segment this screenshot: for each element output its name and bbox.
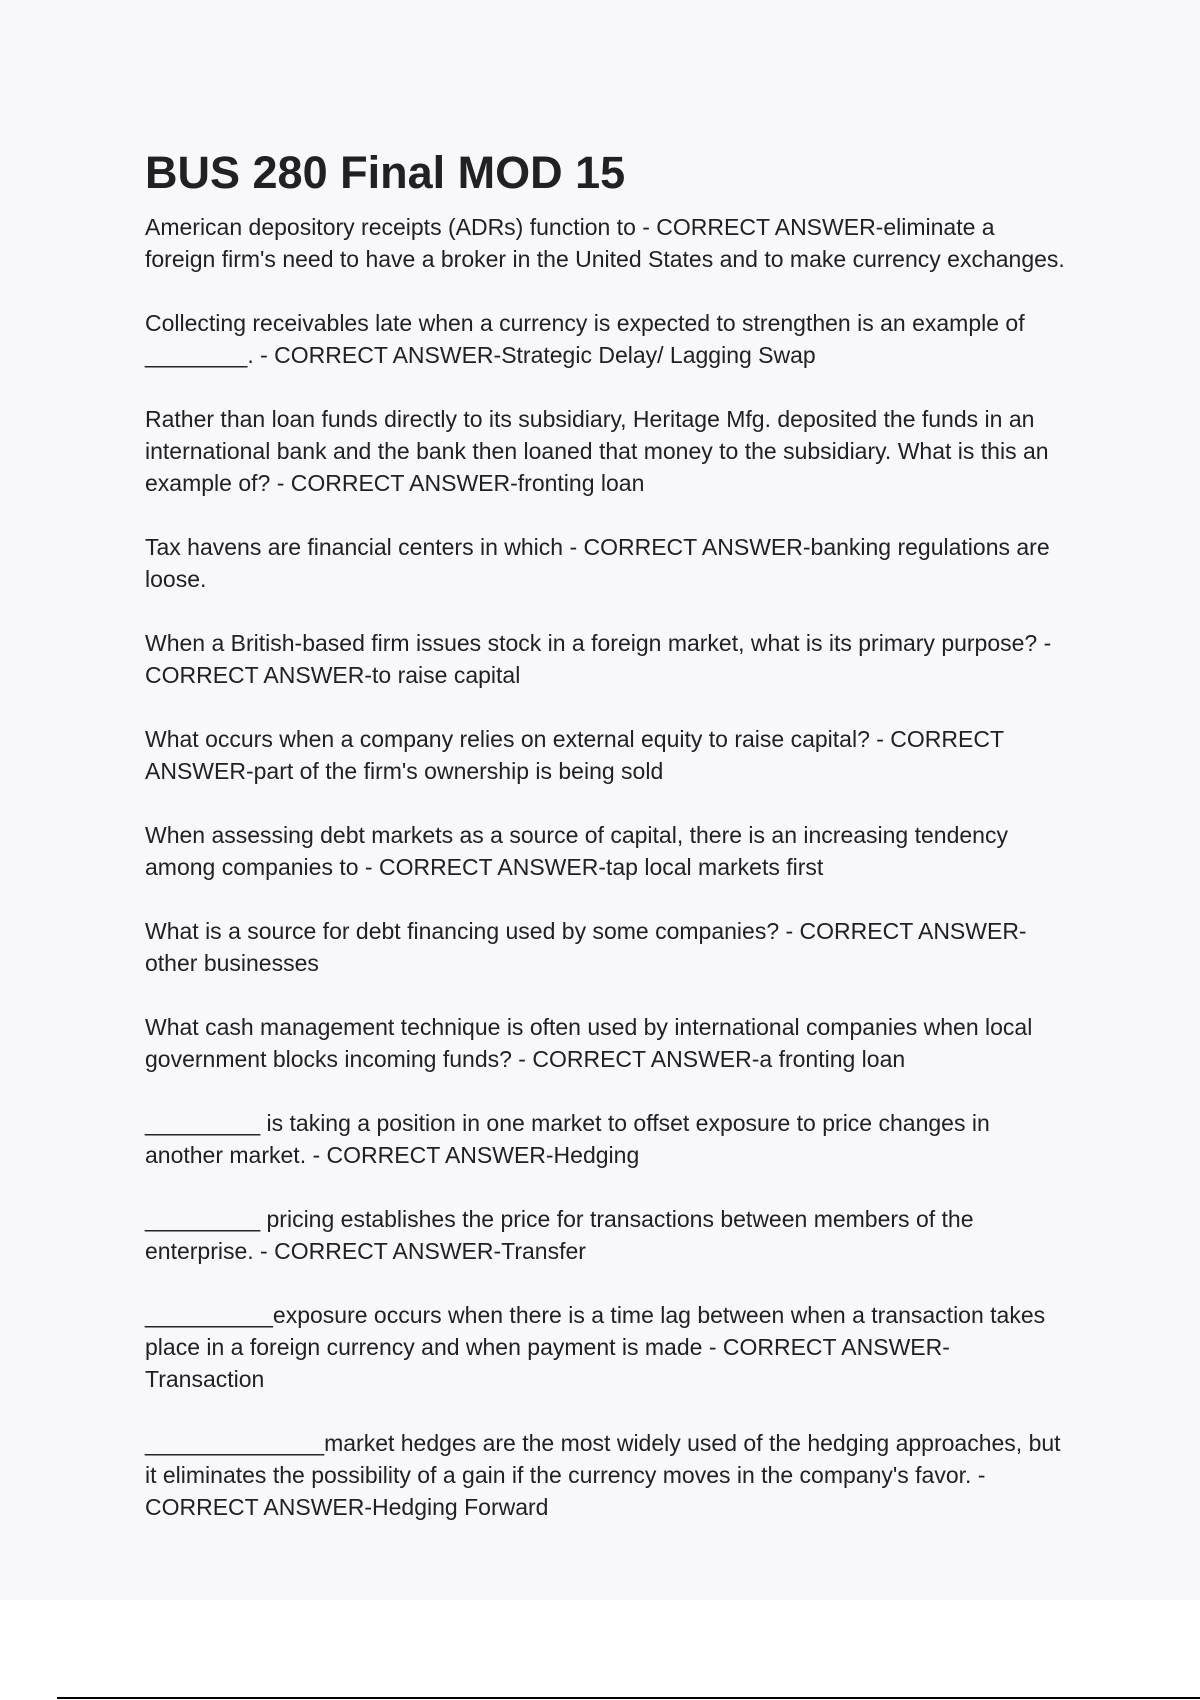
question-answer-item: What is a source for debt financing used by some companies? - CORRECT ANSWER-other businesses [145,918,1027,976]
question-answer-item: _________ pricing establishes the price for transactions between members of the enterprise. - CORRECT ANSWER-Transfer [145,1206,974,1264]
footer-divider [57,1697,1200,1699]
question-answer-item: American depository receipts (ADRs) function to - CORRECT ANSWER-eliminate a foreign firm's need to have a broker in the United States and to make currency exchanges. [145,214,1065,272]
question-answer-item: _________ is taking a position in one market to offset exposure to price changes in another market. - CORRECT ANSWER-Hedging [145,1110,990,1168]
question-answer-item: What occurs when a company relies on external equity to raise capital? - CORRECT ANSWER-part of the firm's ownership is being sold [145,726,1004,784]
question-answer-item: Rather than loan funds directly to its subsidiary, Heritage Mfg. deposited the funds in an international bank and the bank then loaned that money to the subsidiary. What is this an example of? - CORRECT ANSWER-fronting loan [145,406,1049,496]
question-answer-item: When assessing debt markets as a source of capital, there is an increasing tendency among companies to - CORRECT ANSWER-tap local markets first [145,822,1008,880]
question-answer-item: Collecting receivables late when a currency is expected to strengthen is an example of ________. - CORRECT ANSWER-Strategic Delay/ Lagging Swap [145,310,1025,368]
question-answer-item: When a British-based firm issues stock in a foreign market, what is its primary purpose? - CORRECT ANSWER-to raise capital [145,630,1052,688]
document-title: BUS 280 Final MOD 15 [145,147,626,198]
document-content [145,145,1065,1555]
question-answer-item: Tax havens are financial centers in which - CORRECT ANSWER-banking regulations are loose. [145,534,1050,592]
question-answer-item: __________exposure occurs when there is a time lag between when a transaction takes place in a foreign currency and when payment is made - CORRECT ANSWER-Transaction [145,1302,1046,1392]
question-answer-item: ______________market hedges are the most widely used of the hedging approaches, but it eliminates the possibility of a gain if the currency moves in the company's favor. - CORRECT ANSWER-Hedging Forward [145,1430,1061,1520]
question-answer-item: What cash management technique is often used by international companies when local government blocks incoming funds? - CORRECT ANSWER-a fronting loan [145,1014,1033,1072]
